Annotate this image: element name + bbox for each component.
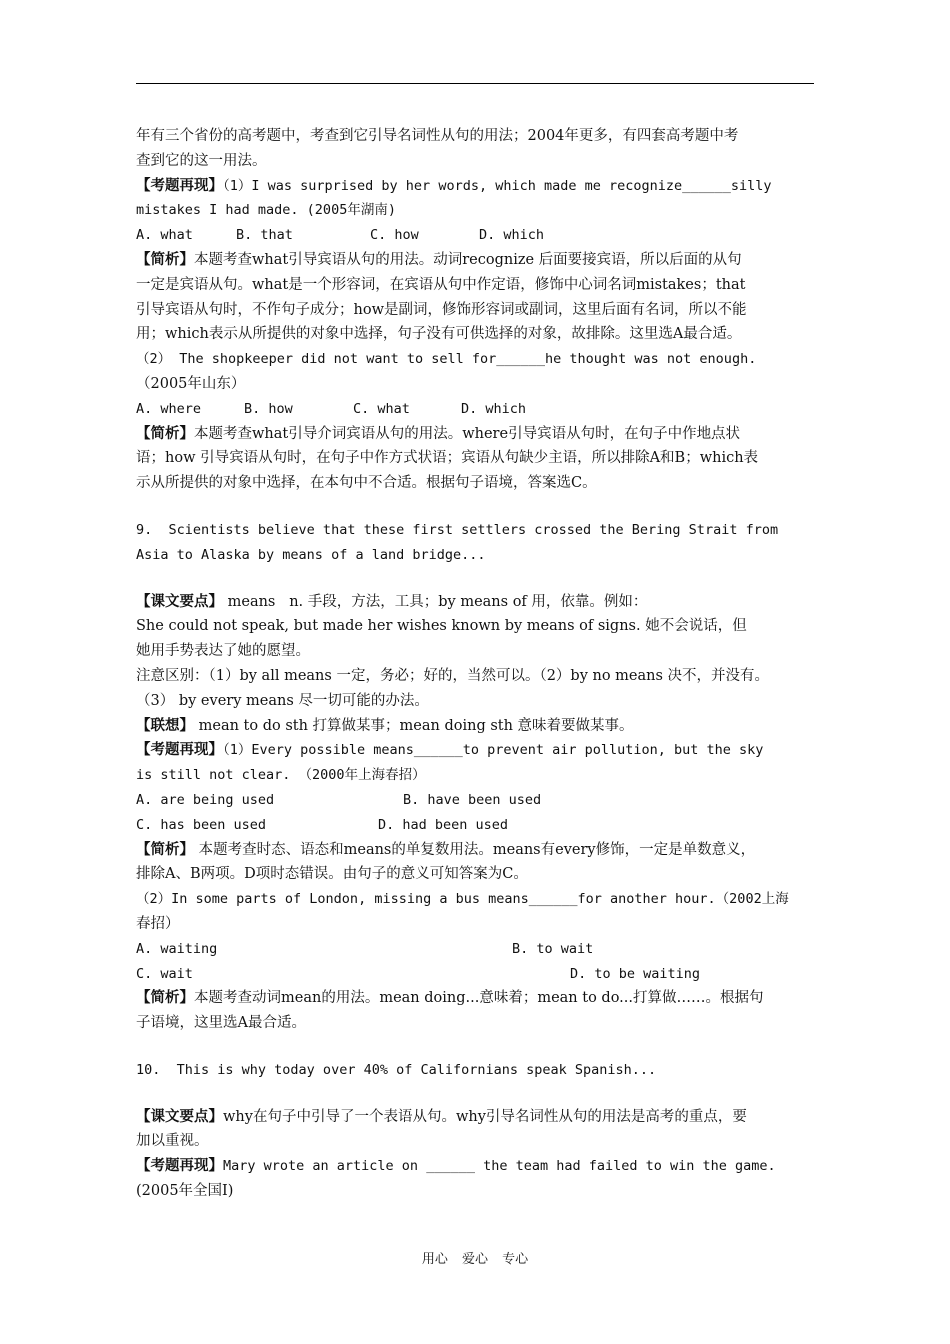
- question-2-stem: （2） The shopkeeper did not want to sell for______he thought was not enough.: [136, 351, 757, 368]
- text-line: （2005年山东）: [136, 375, 246, 392]
- option-c: C. what: [353, 400, 410, 417]
- text-line: 排除A、B两项。D项时态错误。由句子的意义可知答案为C。: [136, 866, 528, 883]
- text-line: 用；which表示从所提供的对象中选择，句子没有可供选择的对象，故排除。这里选A最合适。: [136, 326, 742, 343]
- option-d: D. which: [479, 227, 545, 244]
- option-a: A. what: [136, 227, 193, 244]
- option-b: B. have been used: [403, 791, 542, 808]
- option-b: B. how: [244, 400, 293, 417]
- text-line: Asia to Alaska by means of a land bridge...: [136, 546, 486, 563]
- example-line: She could not speak, but made her wishes known by means of signs. 她不会说话，但: [136, 618, 747, 635]
- option-d: D. which: [461, 400, 527, 417]
- options-row: [136, 937, 816, 962]
- text-line: 一定是宾语从句。what是一个形容词，在宾语从句中作定语，修饰中心词名词mistakes；that: [136, 276, 746, 293]
- document-body: [136, 124, 816, 1204]
- header-rule: [136, 83, 814, 84]
- text-line: 查到它的这一用法。: [136, 152, 267, 169]
- text-line: 示从所提供的对象中选择，在本句中不合适。根据句子语境，答案选C。: [136, 475, 597, 492]
- text-line: (2005年全国I): [136, 1183, 234, 1200]
- text-line: 引导宾语从句时，不作句子成分；how是副词，修饰形容词或副词，这里后面有名词，所以不能: [136, 301, 747, 318]
- key-point-line: 【课文要点】why在句子中引导了一个表语从句。why引导名词性从句的用法是高考的重点，要: [136, 1107, 747, 1125]
- text-line: （3） by every means 尽一切可能的办法。: [136, 692, 429, 709]
- option-c: C. has been used: [136, 816, 267, 833]
- label-jianxi: 【简析】: [136, 424, 194, 442]
- option-d: D. to be waiting: [570, 965, 701, 982]
- note-line: 注意区别：（1）by all means 一定，务必；好的，当然可以。（2）by no means 决不，并没有。: [136, 667, 770, 684]
- label-lianxiang: 【联想】: [136, 716, 194, 734]
- options-row: [136, 962, 816, 987]
- text-line: 子语境，这里选A最合适。: [136, 1015, 306, 1032]
- analysis-line: 【简析】 本题考查时态、语态和means的单复数用法。means有every修饰，一定是单数意义，: [136, 840, 756, 858]
- question-stem: 【考题再现】Mary wrote an article on ______ the team had failed to win the game.: [136, 1157, 776, 1175]
- page-footer: 用心 爱心 专心: [421, 1252, 529, 1267]
- option-a: A. waiting: [136, 940, 218, 957]
- text-line: 年有三个省份的高考题中，考查到它引导名词性从句的用法；2004年更多，有四套高考题中考: [136, 128, 739, 144]
- label-kaoti: 【考题再现】: [136, 176, 223, 194]
- option-b: B. that: [236, 227, 293, 244]
- option-d: D. had been used: [378, 816, 509, 833]
- option-b: B. to wait: [512, 940, 594, 957]
- analysis-line: 【简析】本题考查动词mean的用法。mean doing...意味着；mean to do...打算做……。根据句: [136, 989, 764, 1007]
- key-point-line: 【课文要点】 means n. 手段，方法，工具；by means of 用，依靠。例如：: [136, 592, 648, 610]
- option-a: A. are being used: [136, 791, 275, 808]
- question-1-stem: 【考题再现】（1）Every possible means______to prevent air pollution, but the sky: [136, 741, 764, 759]
- options-row: [136, 788, 816, 813]
- option-c: C. how: [370, 227, 419, 244]
- label-jianxi: 【简析】: [136, 840, 194, 858]
- text-line: 她用手势表达了她的愿望。: [136, 643, 310, 660]
- options-row: [136, 813, 816, 838]
- label-kewen: 【课文要点】: [136, 592, 223, 610]
- text-line: is still not clear. （2000年上海春招）: [136, 767, 426, 784]
- label-jianxi: 【简析】: [136, 250, 194, 268]
- options-row: [136, 397, 816, 422]
- question-1-stem: 【考题再现】（1）I was surprised by her words, which made me recognize______silly: [136, 176, 772, 194]
- association-line: 【联想】 mean to do sth 打算做某事；mean doing sth 意味着要做某事。: [136, 716, 634, 734]
- option-a: A. where: [136, 400, 202, 417]
- label-kaoti: 【考题再现】: [136, 1157, 223, 1175]
- label-kaoti: 【考题再现】: [136, 741, 223, 759]
- label-jianxi: 【简析】: [136, 989, 194, 1007]
- section-10-heading: 10. This is why today over 40% of Californians speak Spanish...: [136, 1061, 657, 1078]
- option-c: C. wait: [136, 965, 193, 982]
- text-line: 语；how 引导宾语从句时，在句子中作方式状语；宾语从句缺少主语，所以排除A和B；which表: [136, 450, 759, 467]
- section-9-heading: 9. Scientists believe that these first settlers crossed the Bering Strait from: [136, 521, 779, 538]
- text-line: mistakes I had made. (2005年湖南): [136, 202, 396, 219]
- label-kewen: 【课文要点】: [136, 1107, 223, 1125]
- question-2-stem: （2）In some parts of London, missing a bus means______for another hour.（2002上海: [136, 891, 789, 908]
- text-line: 加以重视。: [136, 1133, 209, 1150]
- text-line: 春招）: [136, 915, 180, 932]
- analysis-line: 【简析】本题考查what引导宾语从句的用法。动词recognize 后面要接宾语，所以后面的从句: [136, 250, 742, 268]
- analysis-line: 【简析】本题考查what引导介词宾语从句的用法。where引导宾语从句时，在句子中作地点状: [136, 424, 741, 442]
- options-row: [136, 223, 816, 248]
